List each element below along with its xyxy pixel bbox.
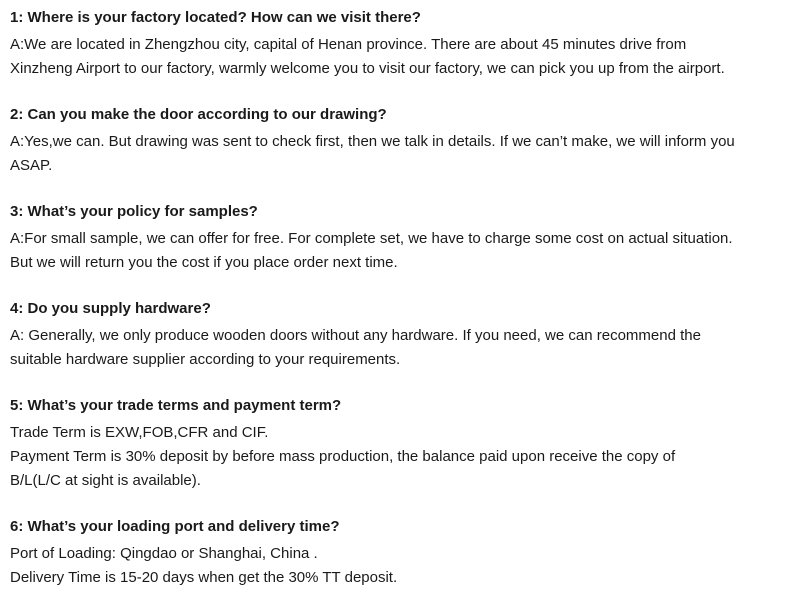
faq-answer-line: suitable hardware supplier according to your requirements. [10, 351, 401, 368]
faq-answer-line: A: Generally, we only produce wooden doors without any hardware. If you need, we can recommend the [10, 327, 701, 344]
faq-answer-line: Trade Term is EXW,FOB,CFR and CIF. [10, 424, 269, 441]
faq-question: 2: Can you make the door according to our drawing? [10, 106, 387, 123]
faq-answer-line: B/L(L/C at sight is available). [10, 472, 201, 489]
faq-answer-line: But we will return you the cost if you place order next time. [10, 254, 398, 271]
faq-question: 5: What’s your trade terms and payment term? [10, 397, 342, 414]
faq-item [10, 396, 800, 493]
faq-item [10, 299, 800, 372]
faq-question: 1: Where is your factory located? How can we visit there? [10, 9, 421, 26]
faq-question: 6: What’s your loading port and delivery time? [10, 518, 340, 535]
faq-answer-line: Port of Loading: Qingdao or Shanghai, China . [10, 545, 318, 562]
faq-list [10, 8, 800, 614]
faq-item [10, 105, 800, 178]
faq-question: 3: What’s your policy for samples? [10, 203, 258, 220]
faq-answer-line: Xinzheng Airport to our factory, warmly welcome you to visit our factory, we can pick you up from the airport. [10, 60, 725, 77]
faq-item [10, 8, 800, 81]
faq-item [10, 517, 800, 590]
faq-answer-line: A:Yes,we can. But drawing was sent to check first, then we talk in details. If we can’t make, we will inform you [10, 133, 735, 150]
faq-answer-line: Delivery Time is 15-20 days when get the 30% TT deposit. [10, 569, 398, 586]
faq-answer-line: A:We are located in Zhengzhou city, capital of Henan province. There are about 45 minutes drive from [10, 36, 687, 53]
faq-answer-line: A:For small sample, we can offer for free. For complete set, we have to charge some cost on actual situation. [10, 230, 733, 247]
faq-item [10, 202, 800, 275]
faq-question: 4: Do you supply hardware? [10, 300, 211, 317]
faq-answer-line: ASAP. [10, 157, 53, 174]
faq-answer-line: Payment Term is 30% deposit by before mass production, the balance paid upon receive the copy of [10, 448, 676, 465]
